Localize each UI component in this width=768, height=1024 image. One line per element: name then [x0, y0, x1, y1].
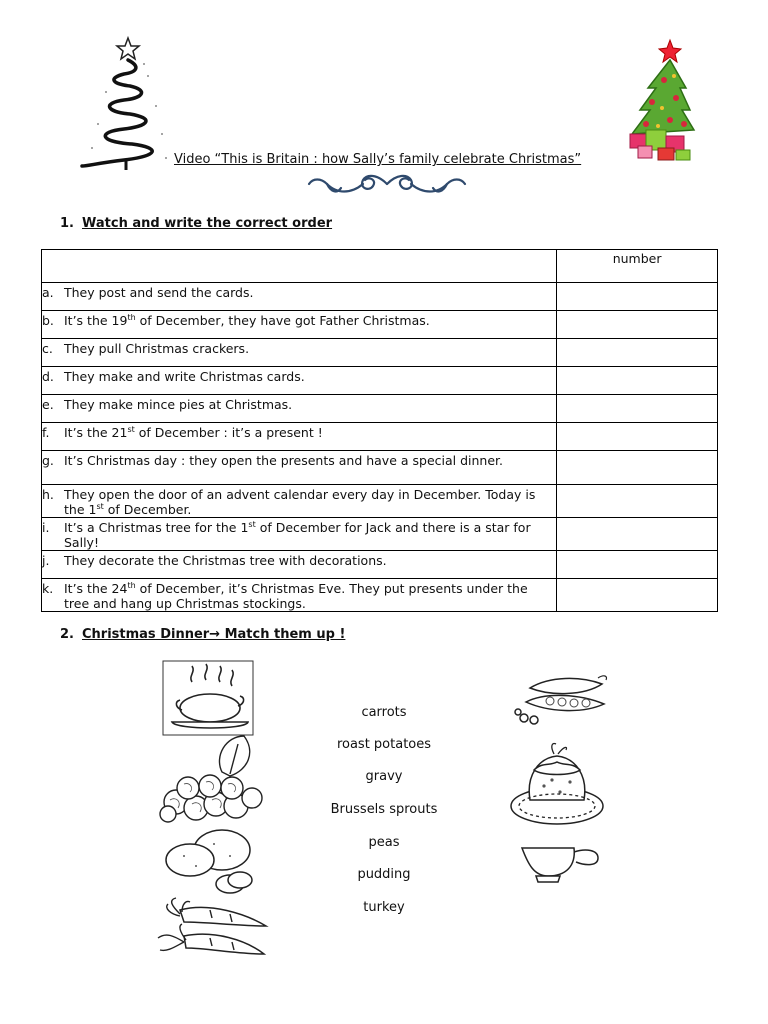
word-pudding: pudding [357, 867, 411, 882]
question-number: 2. [60, 627, 74, 642]
table-row [42, 311, 718, 339]
order-number-cell[interactable] [557, 579, 718, 612]
gravy-boat-icon [520, 840, 602, 884]
order-number-cell[interactable] [557, 518, 718, 551]
row-statement: It’s Christmas day : they open the presents and have a special dinner. [64, 453, 504, 468]
row-letter: h. [42, 487, 54, 502]
row-statement: They decorate the Christmas tree with decorations. [64, 553, 387, 568]
order-number-cell[interactable] [557, 311, 718, 339]
row-letter: k. [42, 581, 54, 596]
row-statement: It’s the 24th of December, it’s Christmas Eve. They put presents under the tree and hang up Christmas stockings. [64, 580, 528, 611]
row-statement: They make and write Christmas cards. [64, 369, 305, 384]
row-statement: They post and send the cards. [64, 285, 254, 300]
word-carrots: carrots [361, 705, 407, 720]
table-row [42, 551, 718, 579]
table-header-row [42, 250, 718, 283]
spiral-christmas-tree-icon [78, 36, 173, 171]
carrots-icon [150, 896, 270, 960]
row-letter: f. [42, 425, 50, 440]
row-statement: They pull Christmas crackers. [64, 341, 250, 356]
order-number-cell[interactable] [557, 395, 718, 423]
table-row [42, 518, 718, 551]
brussels-sprouts-icon [156, 732, 268, 824]
row-letter: b. [42, 313, 54, 328]
table-row [42, 485, 718, 518]
turkey-icon [162, 660, 254, 736]
row-letter: c. [42, 341, 53, 356]
row-letter: i. [42, 520, 50, 535]
pudding-icon [508, 736, 606, 828]
table-row [42, 451, 718, 485]
word-gravy: gravy [365, 769, 403, 784]
table-row [42, 339, 718, 367]
potatoes-icon [160, 826, 256, 896]
order-number-cell[interactable] [557, 283, 718, 311]
word-peas: peas [368, 835, 400, 850]
question-text: Christmas Dinner→ Match them up ! [82, 627, 346, 642]
word-brussels-sprouts: Brussels sprouts [330, 802, 438, 817]
row-statement: They open the door of an advent calendar every day in December. Today is the 1st of December. [64, 487, 536, 517]
order-number-cell[interactable] [557, 451, 718, 485]
row-letter: j. [42, 553, 50, 568]
question-2-heading [60, 627, 345, 642]
word-roast-potatoes: roast potatoes [336, 737, 432, 752]
row-statement: They make mince pies at Christmas. [64, 397, 293, 412]
peas-icon [510, 668, 610, 726]
order-number-cell[interactable] [557, 485, 718, 518]
question-number: 1. [60, 216, 74, 231]
table-header-number: number [557, 250, 718, 283]
word-turkey: turkey [363, 900, 405, 915]
table-row [42, 423, 718, 451]
table-row [42, 395, 718, 423]
table-row [42, 579, 718, 612]
ornamental-ribbon-divider [307, 168, 467, 200]
row-letter: d. [42, 369, 54, 384]
order-number-cell[interactable] [557, 339, 718, 367]
order-number-cell[interactable] [557, 423, 718, 451]
decorated-christmas-tree-icon [624, 38, 696, 162]
row-letter: e. [42, 397, 54, 412]
order-number-cell[interactable] [557, 551, 718, 579]
row-letter: g. [42, 453, 54, 468]
question-text: Watch and write the correct order [82, 216, 333, 231]
order-number-cell[interactable] [557, 367, 718, 395]
order-table [41, 249, 718, 612]
row-statement: It’s a Christmas tree for the 1st of December for Jack and there is a star for Sally! [64, 519, 531, 550]
row-statement: It’s the 19th of December, they have got Father Christmas. [64, 312, 430, 328]
table-row [42, 283, 718, 311]
table-row [42, 367, 718, 395]
row-letter: a. [42, 285, 54, 300]
page-title: Video “This is Britain : how Sally’s family celebrate Christmas” [174, 152, 582, 167]
row-statement: It’s the 21st of December : it’s a present ! [64, 424, 323, 440]
question-1-heading [60, 216, 332, 231]
table-header-blank [42, 250, 557, 283]
